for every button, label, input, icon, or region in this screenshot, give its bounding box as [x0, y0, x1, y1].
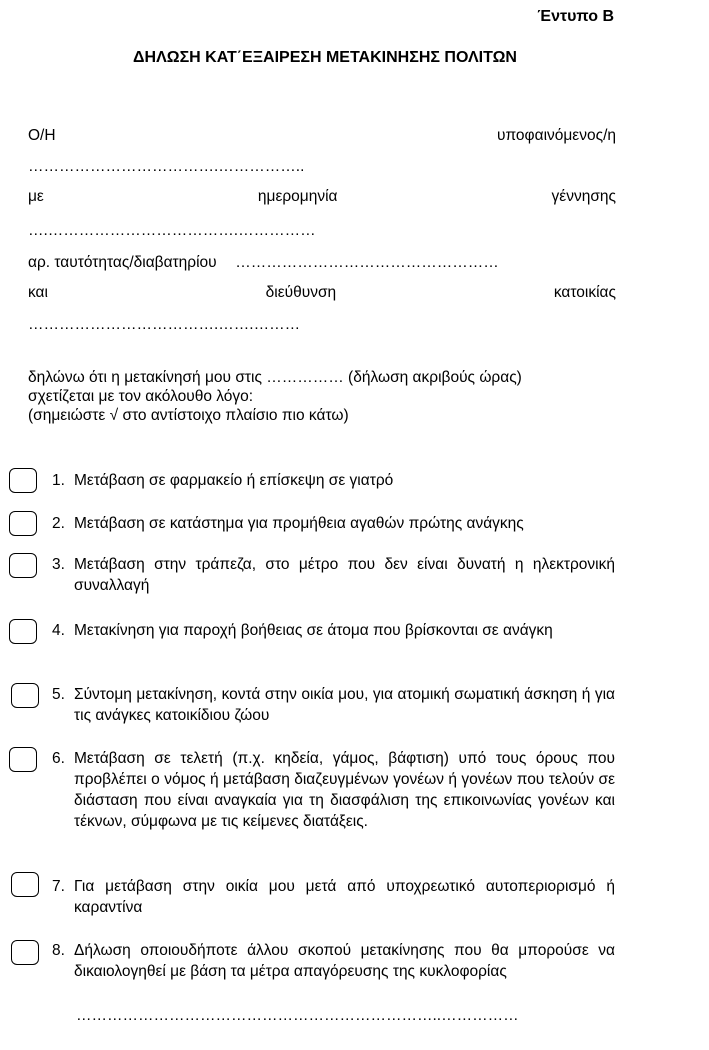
- name-line: [28, 127, 616, 145]
- id-line: [28, 254, 499, 272]
- id-label: αρ. ταυτότητας/διαβατηρίου: [28, 254, 217, 271]
- birthdate-word-birth: γέννησης: [551, 188, 616, 205]
- address-word-and: και: [28, 284, 48, 301]
- name-prefix: Ο/Η: [28, 127, 56, 144]
- option-3-number: 3.: [52, 556, 65, 573]
- address-word-address: διεύθυνση: [265, 284, 337, 301]
- declaration-line-3: (σημειώστε √ στο αντίστοιχο πλαίσιο πιο κάτω): [28, 407, 349, 424]
- birthdate-word-date: ημερομηνία: [257, 188, 338, 205]
- option-7-number: 7.: [52, 878, 65, 895]
- option-6-checkbox[interactable]: [9, 747, 37, 772]
- option-5-number: 5.: [52, 686, 65, 703]
- option-5: [52, 684, 615, 726]
- option-8-text: Δήλωση οποιουδήποτε άλλου σκοπού μετακίνησης που θα μπορούσε να δικαιολογηθεί με βάση τα μέτρα απαγόρευσης της κυκλοφορίας: [74, 942, 615, 980]
- document-title: ΔΗΛΩΣΗ ΚΑΤ΄ΕΞΑΙΡΕΣΗ ΜΕΤΑΚΙΝΗΣΗΣ ΠΟΛΙΤΩΝ: [133, 49, 517, 66]
- address-field[interactable]: ……………………………….…….………: [28, 316, 301, 333]
- option-5-checkbox[interactable]: [11, 683, 39, 708]
- option-5-text: Σύντομη μετακίνηση, κοντά στην οικία μου, για ατομική σωματική άσκηση ή για τις ανάγκες κατοικίδιου ζώου: [74, 686, 615, 724]
- option-2-checkbox[interactable]: [9, 511, 37, 536]
- id-field[interactable]: ……………………………………………: [235, 254, 499, 271]
- declaration-line-2: σχετίζεται με τον ακόλουθο λόγο:: [28, 388, 254, 405]
- option-7-text: Για μετάβαση στην οικία μου μετά από υποχρεωτικό αυτοπεριορισμό ή καραντίνα: [74, 878, 615, 916]
- option-6-number: 6.: [52, 750, 65, 767]
- birthdate-field[interactable]: ….……………………………….……………: [28, 222, 316, 239]
- undersigned-label: υποφαινόμενος/η: [496, 127, 616, 144]
- option-4-checkbox[interactable]: [9, 619, 37, 644]
- option-3-text: Μετάβαση στην τράπεζα, στο μέτρο που δεν είναι δυνατή η ηλεκτρονική συναλλαγή: [74, 556, 615, 594]
- birthdate-line: [28, 188, 616, 206]
- option-2-text: Μετάβαση σε κατάστημα για προμήθεια αγαθών πρώτης ανάγκης: [74, 515, 524, 532]
- option-3-checkbox[interactable]: [9, 553, 37, 578]
- option-1-text: Μετάβαση σε φαρμακείο ή επίσκεψη σε γιατρό: [74, 472, 394, 489]
- declaration-text: [28, 368, 628, 425]
- birthdate-word-with: με: [28, 188, 44, 205]
- other-reason-field[interactable]: ……………………………………………………………..……………: [76, 1007, 519, 1024]
- option-1: [52, 470, 615, 491]
- form-type-label: Έντυπο Β: [537, 8, 614, 25]
- option-6: [52, 748, 615, 832]
- option-1-number: 1.: [52, 472, 65, 489]
- option-2: [52, 513, 615, 534]
- option-7-checkbox[interactable]: [11, 872, 39, 897]
- option-8-number: 8.: [52, 942, 65, 959]
- option-4: [52, 620, 615, 641]
- option-1-checkbox[interactable]: [9, 468, 37, 493]
- option-6-text: Μετάβαση σε τελετή (π.χ. κηδεία, γάμος, βάφτιση) υπό τους όρους που προβλέπει ο νόμος ή μετάβαση διαζευγμένων γονέων ή γονέων που τελούν σε διάσταση που είναι αναγκαία για τη διασφάλιση της επικοινωνίας γονέων και τέκνων, σύμφωνα με τις κείμενες διατάξεις.: [74, 750, 615, 830]
- option-8-checkbox[interactable]: [11, 940, 39, 965]
- declaration-line-1: δηλώνω ότι η μετακίνησή μου στις …………… (δήλωση ακριβούς ώρας): [28, 369, 522, 386]
- address-word-residence: κατοικίας: [553, 284, 616, 301]
- option-2-number: 2.: [52, 515, 65, 532]
- option-3: [52, 554, 615, 596]
- address-line: [28, 284, 616, 302]
- option-8: [52, 940, 615, 982]
- option-4-number: 4.: [52, 622, 65, 639]
- option-7: [52, 876, 615, 918]
- name-field[interactable]: ……………………………….……………..: [28, 158, 305, 175]
- option-4-text: Μετακίνηση για παροχή βοήθειας σε άτομα που βρίσκονται σε ανάγκη: [74, 622, 553, 639]
